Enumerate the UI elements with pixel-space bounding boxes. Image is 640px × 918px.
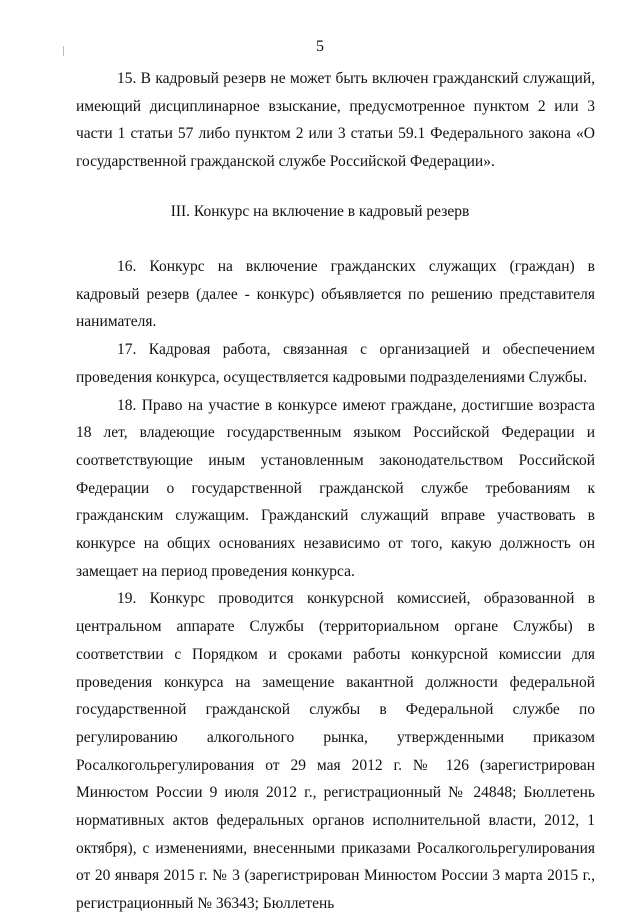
section-paragraph-group-1 [76, 65, 595, 176]
paragraph-18: 18. Право на участие в конкурсе имеют граждане, достигшие возраста 18 лет, владеющие государственным языком Российской Федерации и соответствующие иным установленным законодательством Российской Федерации о государственной гражданской службе требованиям к гражданским служащим. Гражданский служащий вправе участвовать в конкурсе на общих основаниях независимо от того, какую должность он замещает на период проведения конкурса. [76, 396, 595, 580]
page-number: 5 [316, 38, 324, 55]
paragraph-17: 17. Кадровая работа, связанная с организацией и обеспечением проведения конкурса, осуществляется кадровыми подразделениями Службы. [76, 341, 595, 386]
paragraph-15: 15. В кадровый резерв не может быть включен гражданский служащий, имеющий дисциплинарное взыскание, предусмотренное пунктом 2 или 3 части 1 статьи 57 либо пунктом 2 или 3 статьи 59.1 Федерального закона «О государственной гражданской службе Российской Федерации». [76, 70, 595, 171]
section-paragraph-group-2 [76, 253, 595, 918]
paragraph-16: 16. Конкурс на включение гражданских служащих (граждан) в кадровый резерв (далее - конкурс) объявляется по решению представителя нанимателя. [76, 258, 595, 331]
section-heading: III. Конкурс на включение в кадровый резерв [170, 203, 470, 220]
paragraph-19: 19. Конкурс проводится конкурсной комиссией, образованной в центральном аппарате Службы (территориальном органе Службы) в соответствии с Порядком и сроками работы конкурсной комиссии для проведения конкурса на замещение вакантной должности федеральной государственной гражданской службы в Федеральной службе по регулированию алкогольного рынка, утвержденными приказом Росалкогольрегулирования от 29 мая 2012 г. № 126 (зарегистрирован Минюстом России 9 июля 2012 г., регистрационный № 24848; Бюллетень нормативных актов федеральных органов исполнительной власти, 2012, 1 октября), с изменениями, внесенными приказами Росалкогольрегулирования от 20 января 2015 г. № 3 (зарегистрирован Минюстом России 3 марта 2015 г., регистрационный № 36343; Бюллетень [76, 590, 595, 913]
